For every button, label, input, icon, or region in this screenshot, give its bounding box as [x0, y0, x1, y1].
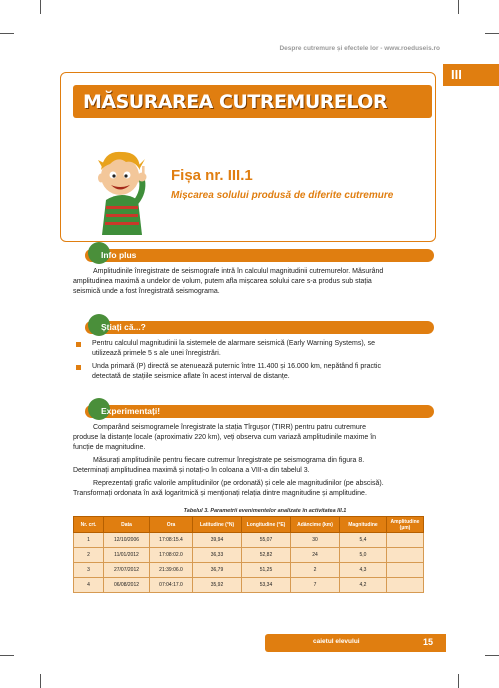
col-header: Ora — [150, 517, 193, 533]
cell: 53,34 — [242, 578, 291, 593]
section-header-info — [85, 249, 434, 262]
running-header: Despre cutremure și efectele lor - www.roeduseis.ro — [279, 45, 440, 52]
sheet-subtitle: Mișcarea solului produsă de diferite cutremure — [171, 190, 394, 201]
amplitude-cell — [387, 578, 424, 593]
cell: 27/07/2012 — [104, 563, 150, 578]
events-table — [73, 516, 424, 593]
col-header: Latitudine (°N) — [193, 517, 242, 533]
cell: 07:04:17.0 — [150, 578, 193, 593]
cell: 11/01/2012 — [104, 548, 150, 563]
table-header-row — [74, 517, 424, 533]
amplitude-cell — [387, 548, 424, 563]
cell: 4,3 — [340, 563, 387, 578]
col-header: Amplitudine (µm) — [387, 517, 424, 533]
cell: 36,33 — [193, 548, 242, 563]
section-title-info: Info plus — [101, 250, 137, 260]
table-row — [74, 533, 424, 548]
exp-line: Reprezentați grafic valorile amplitudinilor (pe ordonată) și cele ale magnitudinilor (pe abscisă). — [93, 480, 384, 487]
info-paragraph — [73, 267, 434, 297]
stiati-bullet-2 — [92, 362, 434, 382]
cell: 2 — [74, 548, 104, 563]
table-row — [74, 548, 424, 563]
info-line: Amplitudinile înregistrate de seismografe intră în calculul magnitudinii cutremurelor. Măsurând — [93, 268, 384, 275]
table-row — [74, 578, 424, 593]
crop-mark — [40, 0, 41, 14]
section-title-stiati: Știați că...? — [101, 322, 146, 332]
footer-label: caietul elevului — [313, 638, 360, 645]
cell: 39,94 — [193, 533, 242, 548]
cell: 7 — [291, 578, 340, 593]
chapter-tab: III — [443, 64, 499, 86]
page-title: MĂSURAREA CUTREMURELOR — [83, 91, 388, 113]
amplitude-cell — [387, 563, 424, 578]
exp-line: Comparând seismogramele înregistrate la stația Tîrgușor (TIRR) pentru patru cutremure — [93, 424, 366, 431]
cell: 5,0 — [340, 548, 387, 563]
exp-line: funcție de magnitudine. — [73, 444, 146, 451]
col-header: Nr. crt. — [74, 517, 104, 533]
cell: 3 — [74, 563, 104, 578]
crop-mark — [458, 0, 459, 14]
exp-line: Determinați amplitudinea maximă și notați-o în coloana a VIII-a din tabelul 3. — [73, 467, 310, 474]
bullet-line: Pentru calculul magnitudinii la sistemele de alarmare seismică (Early Warning Systems), se — [92, 340, 375, 347]
bullet-line: detectată de stațiile seismice aflate în acest interval de distanțe. — [92, 373, 290, 380]
bullet-line: utilizează primele 5 s ale unei înregistrări. — [92, 350, 221, 357]
page-number: 15 — [423, 637, 434, 647]
crop-mark — [485, 33, 499, 34]
col-header: Magnitudine — [340, 517, 387, 533]
cell: 5,4 — [340, 533, 387, 548]
exp-line: Măsurați amplitudinile pentru fiecare cutremur înregistrate pe seismograma din figura 8. — [93, 457, 365, 464]
crop-mark — [485, 655, 499, 656]
page-footer — [265, 634, 446, 652]
exp-line: Transformați ordonata în axă logaritmică și menționați relația dintre magnitudine și amplitudine. — [73, 490, 367, 497]
stiati-bullet-1 — [92, 339, 434, 359]
exp-paragraph — [73, 423, 434, 499]
col-header: Adâncime (km) — [291, 517, 340, 533]
cell: 55,07 — [242, 533, 291, 548]
col-header: Data — [104, 517, 150, 533]
table-caption: Tabelul 3. Parametrii evenimentelor analizate în activitatea III.1 — [183, 508, 347, 514]
bullet-line: Unda primară (P) directă se atenuează puternic între 11.400 și 16.000 km, nepătând fi practic — [92, 363, 381, 370]
square-bullet-icon — [76, 365, 81, 370]
square-bullet-icon — [76, 342, 81, 347]
amplitude-cell — [387, 533, 424, 548]
cell: 36,79 — [193, 563, 242, 578]
table-row — [74, 563, 424, 578]
cell: 21:39:06.0 — [150, 563, 193, 578]
cell: 51,25 — [242, 563, 291, 578]
cell: 4 — [74, 578, 104, 593]
section-title-exp: Experimentați! — [101, 406, 161, 416]
cell: 30 — [291, 533, 340, 548]
cell: 52,82 — [242, 548, 291, 563]
cell: 17:08:15.4 — [150, 533, 193, 548]
cell: 1 — [74, 533, 104, 548]
crop-mark — [40, 674, 41, 688]
col-header: Longitudine (°E) — [242, 517, 291, 533]
crop-mark — [0, 33, 14, 34]
crop-mark — [0, 655, 14, 656]
crop-mark — [458, 674, 459, 688]
info-line: seismică unde a fost înregistrată seismograma. — [73, 288, 220, 295]
cell: 17:08:02.0 — [150, 548, 193, 563]
cell: 4,2 — [340, 578, 387, 593]
sheet-title: Fișa nr. III.1 — [171, 167, 253, 184]
cell: 2 — [291, 563, 340, 578]
cell: 06/08/2012 — [104, 578, 150, 593]
cell: 35,92 — [193, 578, 242, 593]
cell: 24 — [291, 548, 340, 563]
info-line: amplitudinea maximă a undelor de volum, putem afla mișcarea solului care s-a produs sub stația — [73, 278, 372, 285]
cartoon-boy-icon — [92, 140, 152, 235]
title-banner — [73, 85, 432, 118]
exp-line: produse la distanțe locale (aproximativ 220 km), veți observa cum variază amplitudinile maxime în — [73, 434, 377, 441]
cell: 12/10/2006 — [104, 533, 150, 548]
